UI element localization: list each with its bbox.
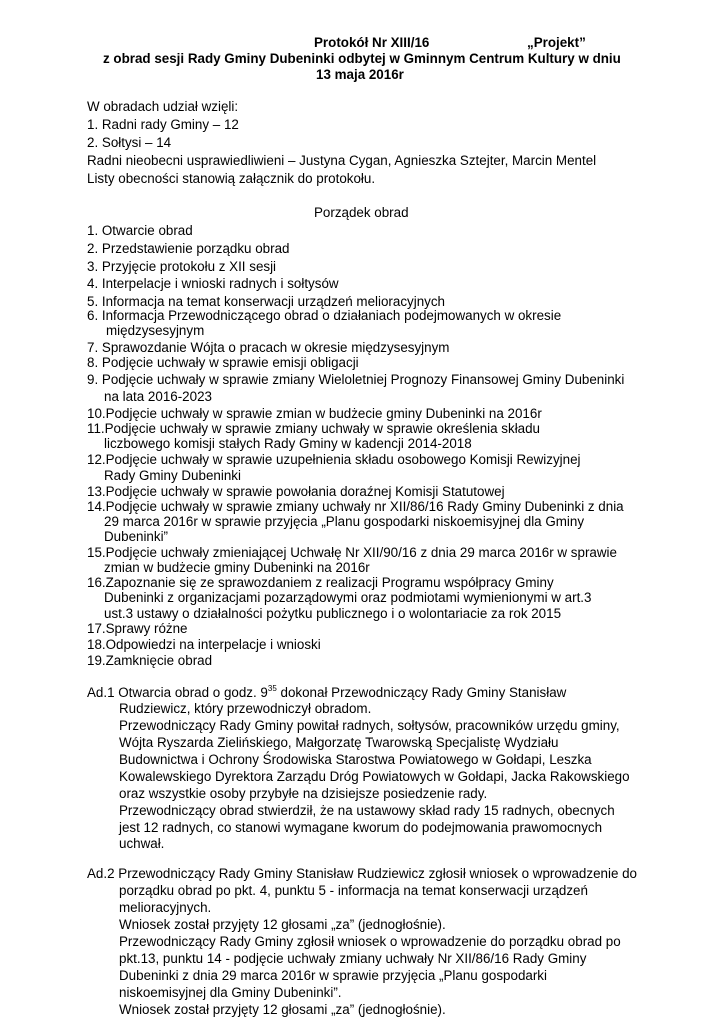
- agenda-item-continuation: ust.3 ustawy o działalności pożytku publicznego i o wolontariacie za rok 2015: [104, 606, 562, 621]
- attendance-item: 1. Radni rady Gminy – 12: [87, 117, 239, 132]
- ad1-line: oraz wszystkie osoby przybyłe na dzisiejsze posiedzenie rady.: [119, 786, 488, 801]
- ad1-line: Budownictwa i Ochrony Środowiska Starostwa Powiatowego w Gołdapi, Leszka: [119, 752, 592, 767]
- ad1-line: uchwał.: [119, 836, 165, 851]
- agenda-item-continuation: liczbowego komisji stałych Rady Gminy w kadencji 2014-2018: [104, 436, 472, 451]
- agenda-item: 4. Interpelacje i wnioski radnych i sołtysów: [87, 276, 339, 291]
- agenda-item: 12.Podjęcie uchwały w sprawie uzupełnienia składu osobowego Komisji Rewizyjnej: [87, 452, 581, 467]
- ad1-line: jest 12 radnych, co stanowi wymagane kworum do podejmowania prawomocnych: [119, 820, 603, 835]
- ad1-line: Kowalewskiego Dyrektora Zarządu Dróg Powiatowych w Gołdapi, Jacka Rakowskiego: [119, 769, 630, 784]
- ad2-line: Przewodniczący Rady Gminy zgłosił wniosek o wprowadzenie do porządku obrad po: [119, 934, 621, 949]
- agenda-item: 3. Przyjęcie protokołu z XII sesji: [87, 259, 277, 274]
- ad2-line: pkt.13, punktu 14 - podjęcie uchwały zmiany uchwały Nr XII/86/16 Rady Gminy: [119, 951, 587, 966]
- document-title: Protokół Nr XIII/16: [314, 35, 430, 50]
- ad2-first-line: Ad.2 Przewodniczący Rady Gminy Stanisław Rudziewicz zgłosił wniosek o wprowadzenie do: [87, 866, 638, 881]
- agenda-item: 13.Podjęcie uchwały w sprawie powołania doraźnej Komisji Statutowej: [87, 484, 505, 499]
- ad1-line: Przewodniczący Rady Gminy powitał radnych, sołtysów, pracowników urzędu gminy,: [119, 718, 620, 733]
- ad2-line: porządku obrad po pkt. 4, punktu 5 - informacja na temat konserwacji urządzeń: [119, 883, 588, 898]
- agenda-item: 11.Podjęcie uchwały w sprawie zmiany uchwały w sprawie określenia składu: [87, 421, 541, 436]
- document-date: 13 maja 2016r: [316, 67, 404, 82]
- agenda-item-continuation: międzysesyjnym: [106, 323, 205, 338]
- absent-councillors: Radni nieobecni usprawiedliwieni – Justyna Cygan, Agnieszka Sztejter, Marcin Mentel: [87, 153, 597, 168]
- ad1-first-line: [87, 685, 566, 701]
- agenda-item-continuation: Dubeninki z organizacjami pozarządowymi oraz podmiotami wymienionymi w art.3: [104, 590, 592, 605]
- agenda-item: 7. Sprawozdanie Wójta o pracach w okresie międzysesyjnym: [87, 340, 450, 355]
- agenda-item-continuation: Dubeninki”: [104, 529, 169, 544]
- agenda-item: 18.Odpowiedzi na interpelacje i wnioski: [87, 637, 321, 652]
- agenda-item: 2. Przedstawienie porządku obrad: [87, 241, 290, 256]
- ad1-minutes-superscript: 35: [267, 684, 277, 693]
- agenda-item: 1. Otwarcie obrad: [87, 223, 193, 238]
- agenda-item: 5. Informacja na temat konserwacji urządzeń melioracyjnych: [87, 294, 445, 309]
- agenda-item-continuation: na lata 2016-2023: [104, 389, 212, 404]
- agenda-item-continuation: zmian w budżecie gminy Dubeninki na 2016r: [104, 560, 370, 575]
- attendance-lists-note: Listy obecności stanowią załącznik do protokołu.: [87, 171, 376, 186]
- document-subtitle: z obrad sesji Rady Gminy Dubeninki odbytej w Gminnym Centrum Kultury w dniu: [103, 51, 621, 66]
- agenda-item: 14.Podjęcie uchwały w sprawie zmiany uchwały nr XII/86/16 Rady Gminy Dubeninki z dnia: [87, 499, 624, 514]
- agenda-item-continuation: Rady Gminy Dubeninki: [104, 468, 241, 483]
- attendance-item: 2. Sołtysi – 14: [87, 135, 172, 150]
- agenda-item: 6. Informacja Przewodniczącego obrad o działaniach podejmowanych w okresie: [87, 308, 562, 323]
- ad2-line: Wniosek został przyjęty 12 głosami „za” (jednogłośnie).: [119, 917, 446, 932]
- agenda-item: 16.Zapoznanie się ze sprawozdaniem z realizacji Programu współpracy Gminy: [87, 575, 554, 590]
- agenda-item: 19.Zamknięcie obrad: [87, 653, 213, 668]
- agenda-item: 17.Sprawy różne: [87, 621, 188, 636]
- ad1-line: Przewodniczący obrad stwierdził, że na ustawowy skład rady 15 radnych, obecnych: [119, 803, 615, 818]
- ad1-text-start: Ad.1 Otwarcia obrad o godz. 9: [87, 685, 268, 700]
- ad1-line: Wójta Ryszarda Zielińskiego, Małgorzatę Twarowską Specjalistę Wydziału: [119, 735, 559, 750]
- agenda-item: 8. Podjęcie uchwały w sprawie emisji obligacji: [87, 355, 359, 370]
- ad2-line: melioracyjnych.: [119, 900, 212, 915]
- ad2-line: Dubeninki z dnia 29 marca 2016r w sprawie przyjęcia „Planu gospodarki: [119, 968, 547, 983]
- attendance-intro: W obradach udział wzięli:: [87, 99, 239, 114]
- agenda-heading: Porządek obrad: [314, 205, 409, 220]
- ad2-line: Wniosek został przyjęty 12 głosami „za” (jednogłośnie).: [119, 1002, 446, 1017]
- agenda-item-continuation: 29 marca 2016r w sprawie przyjęcia „Planu gospodarki niskoemisyjnej dla Gminy: [104, 514, 585, 529]
- ad2-line: niskoemisyjnej dla Gminy Dubeninki”.: [119, 985, 342, 1000]
- draft-status-label: „Projekt”: [527, 35, 586, 50]
- agenda-item: 15.Podjęcie uchwały zmieniającej Uchwałę Nr XII/90/16 z dnia 29 marca 2016r w sprawie: [87, 545, 617, 560]
- ad1-line: Rudziewicz, który przewodniczył obradom.: [119, 701, 372, 716]
- agenda-item: 9. Podjęcie uchwały w sprawie zmiany Wieloletniej Prognozy Finansowej Gminy Dubeninki: [87, 372, 625, 387]
- ad1-text-end: dokonał Przewodniczący Rady Gminy Stanisław: [276, 685, 567, 700]
- agenda-item: 10.Podjęcie uchwały w sprawie zmian w budżecie gminy Dubeninki na 2016r: [87, 406, 542, 421]
